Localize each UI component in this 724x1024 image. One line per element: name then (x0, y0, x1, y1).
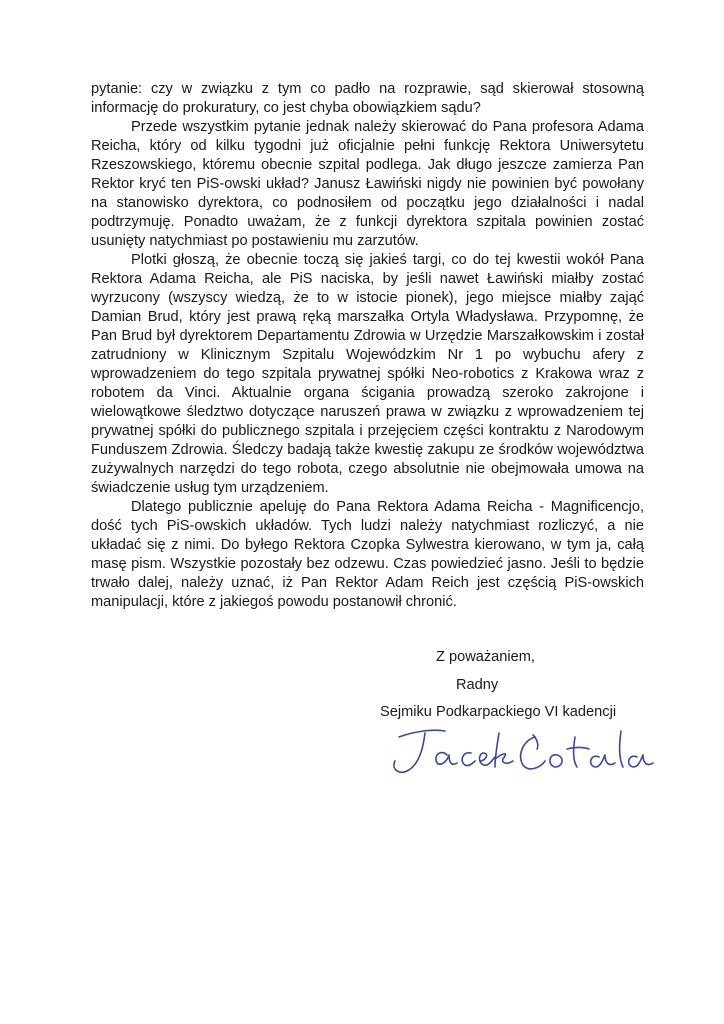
paragraph-rector-question: Przede wszystkim pytanie jednak należy skierować do Pana profesora Adama Reicha, który od kilku tygodni już oficjalnie pełni funkcję Rektora Uniwersytetu Rzeszowskiego, któremu obecnie szpital podlega. Jak długo jeszcze zamierza Pan Rektor kryć ten PiS-owski układ? Janusz Ławiński nigdy nie powinien być powołany na stanowisko dyrektora, co podnosiłem od początku jego działalności i nadal podtrzymuję. Ponadto uważam, że z funkcji dyrektora szpitala powinien zostać usunięty natychmiast po postawieniu mu zarzutów. (91, 119, 644, 249)
letter-body (91, 80, 644, 612)
handwritten-signature (385, 715, 655, 785)
closing-role: Radny (456, 677, 499, 693)
closing-salutation: Z poważaniem, (436, 649, 535, 665)
paragraph-appeal: Dlatego publicznie apeluję do Pana Rektora Adama Reicha - Magnificencjo, dość tych PiS-owskich układów. Tych ludzi należy natychmiast rozliczyć, a nie układać się z nimi. Do byłego Rektora Czopka Sylwestra kierowano, w tym ja, całą masę pism. Wszystkie pozostały bez odzewu. Czas powiedzieć jasno. Jeśli to będzie trwało dalej, należy uznać, iż Pan Rektor Adam Reich jest częścią PiS-owskich manipulacji, które z jakiegoś powodu postanowił chronić. (91, 499, 644, 610)
paragraph-rumors: Plotki głoszą, że obecnie toczą się jakieś targi, co do tej kwestii wokół Pana Rektora Adama Reicha, ale PiS naciska, by jeśli nawet Ławiński miałby zostać wyrzucony (wszyscy wiedzą, że to w istocie pionek), jego miejsce miałby zająć Damian Brud, który jest prawą ręką marszałka Ortyla Władysława. Przypomnę, że Pan Brud był dyrektorem Departamentu Zdrowia w Urzędzie Marszałkowskim i został zatrudniony w Klinicznym Szpitalu Wojewódzkim Nr 1 po wybuchu afery z wprowadzeniem do tego szpitala prywatnej spółki Neo-robotics z Krakowa wraz z robotem da Vinci. Aktualnie organa ścigania prowadzą szeroko zakrojone i wielowątkowe śledztwo dotyczące naruszeń prawa w związku z wprowadzeniem tej prywatnej spółki do publicznego szpitala i przejęciem części kontraktu z Narodowym Funduszem Zdrowia. Śledczy badają także kwestię zakupu ze środków województwa zużywalnych narzędzi do tego robota, czego absolutnie nie obejmowała umowa na świadczenie usług tym urządzeniem. (91, 252, 644, 496)
closing-body: Sejmiku Podkarpackiego VI kadencji (380, 704, 617, 720)
paragraph-continuation: pytanie: czy w związku z tym co padło na rozprawie, sąd skierował stosowną informację do prokuratury, co jest chyba obowiązkiem sądu? (91, 81, 644, 116)
